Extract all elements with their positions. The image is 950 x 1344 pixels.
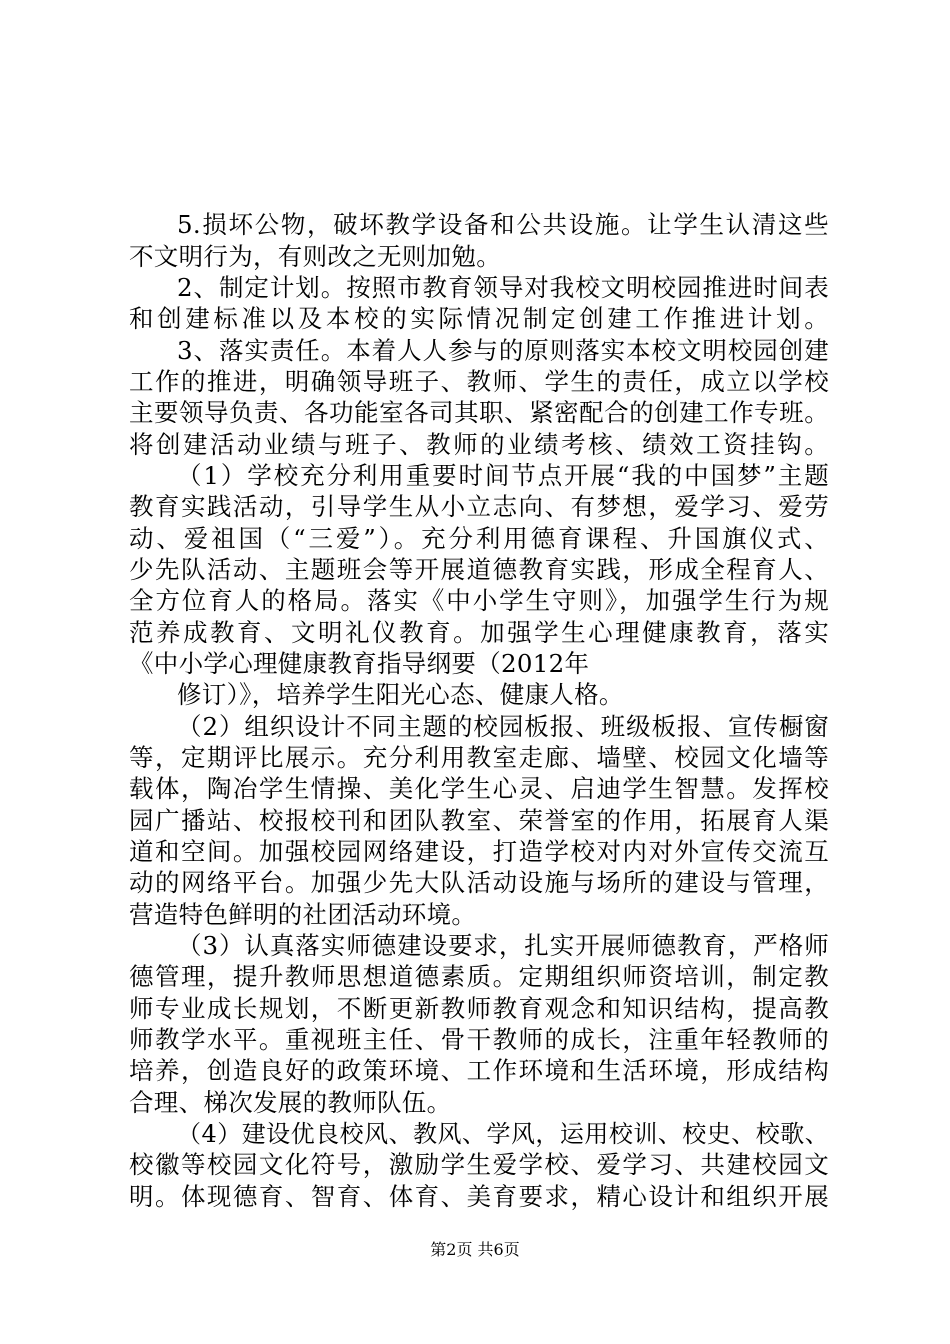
- text-line: 主要领导负责、各功能室各司其职、紧密配合的创建工作专班。: [129, 398, 829, 427]
- text-line: 少先队活动、主题班会等开展道德教育实践，形成全程育人、: [129, 555, 829, 584]
- text-line: 培养，创造良好的政策环境、工作环境和生活环境，形成结构: [129, 1056, 829, 1085]
- text-line: 全方位育人的格局。落实《中小学生守则》，加强学生行为规: [129, 586, 829, 615]
- text-line: 《中小学心理健康教育指导纲要（2012年: [129, 649, 590, 678]
- text-line: 园广播站、校报校刊和团队教室、荣誉室的作用，拓展育人渠: [129, 806, 829, 835]
- text-line: 3、落实责任。本着人人参与的原则落实本校文明校园创建: [177, 336, 829, 365]
- text-line: （3）认真落实师德建设要求，扎实开展师德教育，严格师: [177, 931, 829, 960]
- text-line: 2、制定计划。按照市教育领导对我校文明校园推进时间表: [177, 273, 829, 302]
- page-number-footer: 第2页 共6页: [430, 1240, 520, 1259]
- text-line: 营造特色鲜明的社团活动环境。: [129, 900, 477, 929]
- text-line: （4）建设优良校风、教风、学风，运用校训、校史、校歌、: [177, 1120, 829, 1148]
- text-line: 校徽等校园文化符号，激励学生爱学校、爱学习、共建校园文: [129, 1150, 829, 1179]
- text-line: 5.损坏公物，破坏教学设备和公共设施。让学生认清这些: [177, 210, 829, 239]
- text-line: 动、爱祖国（“三爱”）。充分利用德育课程、升国旗仪式、: [129, 524, 829, 553]
- text-line: 修订）》，培养学生阳光心态、健康人格。: [177, 680, 624, 709]
- text-line: 教育实践活动，引导学生从小立志向、有梦想，爱学习、爱劳: [129, 492, 829, 521]
- text-line: 不文明行为，有则改之无则加勉。: [129, 242, 501, 271]
- text-line: 将创建活动业绩与班子、教师的业绩考核、绩效工资挂钩。: [129, 430, 829, 459]
- text-line: （2）组织设计不同主题的校园板报、班级板报、宣传橱窗: [177, 712, 829, 741]
- text-line: 等，定期评比展示。充分利用教室走廊、墙壁、校园文化墙等: [129, 743, 829, 772]
- text-line: （1）学校充分利用重要时间节点开展“我的中国梦”主题: [177, 461, 829, 490]
- text-line: 工作的推进，明确领导班子、教师、学生的责任，成立以学校: [129, 367, 829, 396]
- text-line: 德管理，提升教师思想道德素质。定期组织师资培训，制定教: [129, 962, 829, 991]
- text-line: 道和空间。加强校园网络建设，打造学校对内对外宣传交流互: [129, 837, 829, 866]
- text-line: 明。体现德育、智育、体育、美育要求，精心设计和组织开展: [129, 1182, 829, 1211]
- text-line: 合理、梯次发展的教师队伍。: [129, 1088, 452, 1117]
- text-line: 范养成教育、文明礼仪教育。加强学生心理健康教育，落实: [129, 618, 829, 647]
- text-line: 师专业成长规划，不断更新教师教育观念和知识结构，提高教: [129, 994, 829, 1023]
- text-line: 师教学水平。重视班主任、骨干教师的成长，注重年轻教师的: [129, 1025, 829, 1054]
- text-line: 动的网络平台。加强少先大队活动设施与场所的建设与管理，: [129, 868, 829, 897]
- text-line: 和创建标准以及本校的实际情况制定创建工作推进计划。: [129, 304, 829, 333]
- text-line: 载体，陶冶学生情操、美化学生心灵、启迪学生智慧。发挥校: [129, 774, 829, 803]
